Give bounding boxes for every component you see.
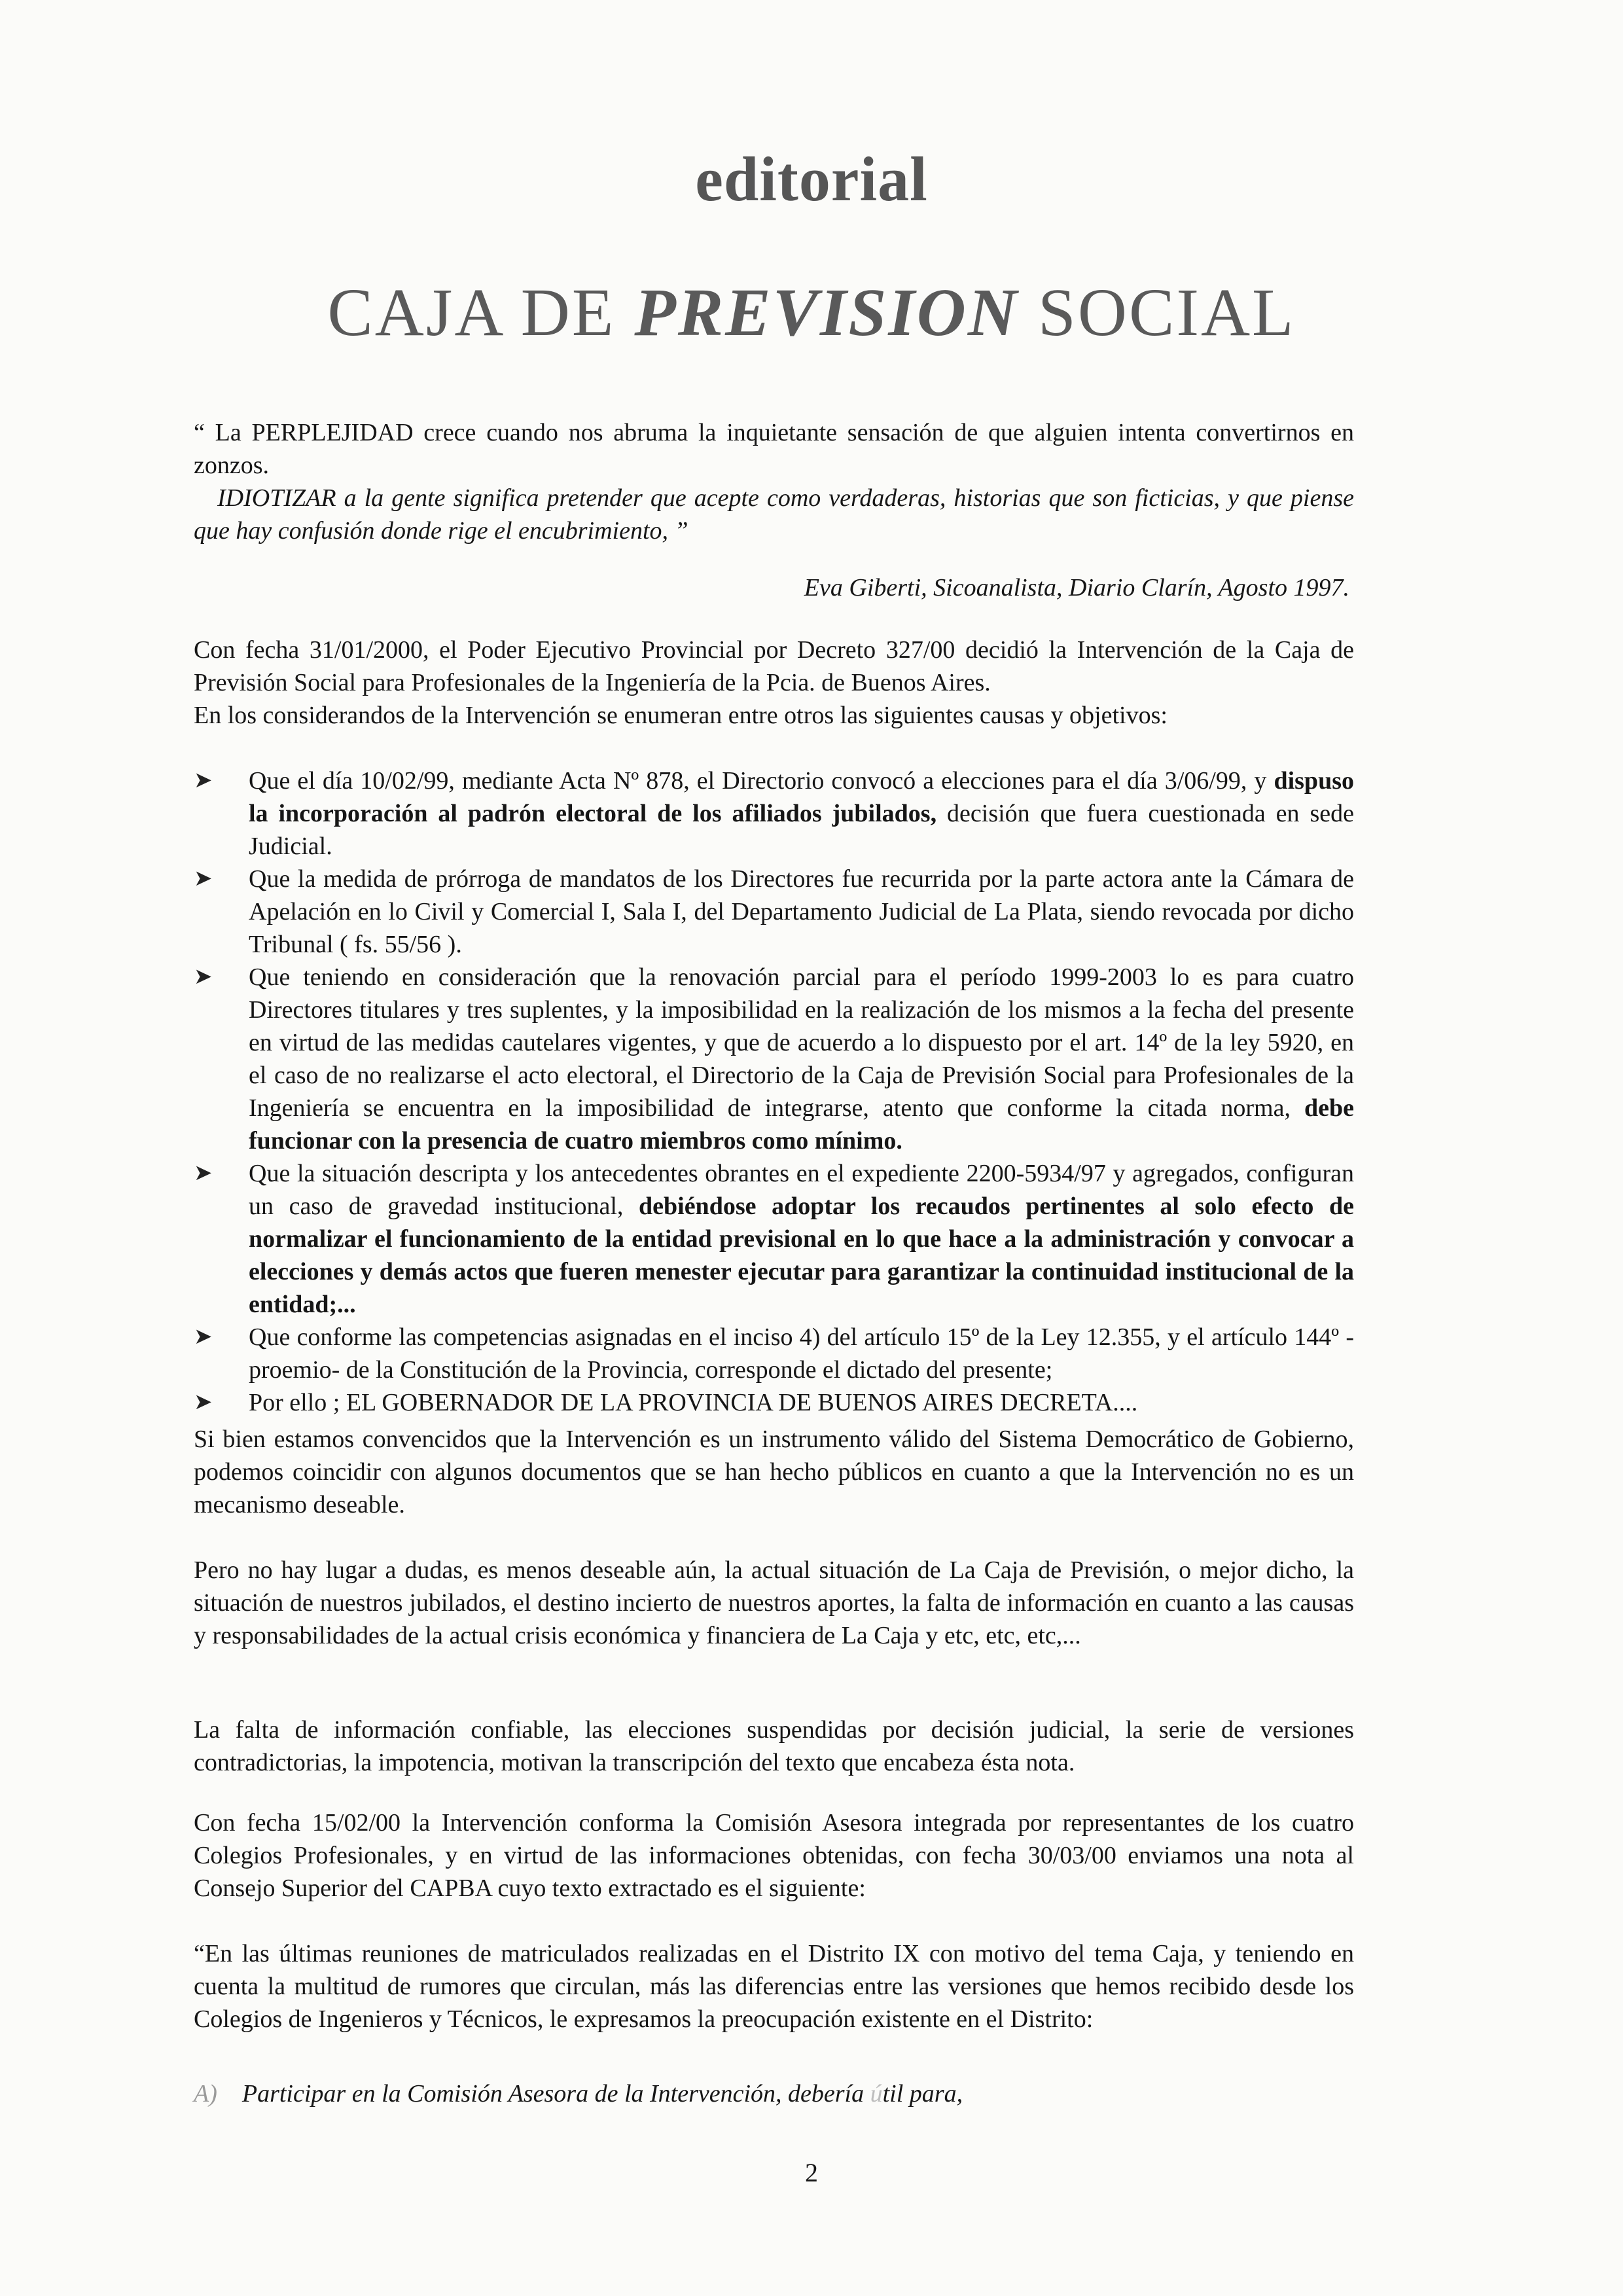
arrow-bullet-icon: ➤ (194, 1161, 213, 1185)
arrow-bullet-icon: ➤ (194, 768, 213, 793)
body-paragraph-1: Si bien estamos convencidos que la Intervención es un instrumento válido del Sistema Democrático de Gobierno, podemos coincidir con algunos documentos que se han hecho públicos en cuanto a que la Intervención no es un mecanismo deseable. (194, 1426, 1354, 1518)
list-item (194, 1321, 1354, 1386)
continued-text-b: til para, (882, 2080, 963, 2108)
item-marker: A) (194, 2080, 217, 2108)
page-title (0, 274, 1623, 351)
smudged-text: ú (864, 2080, 883, 2108)
epigraph-line-1: “ La PERPLEJIDAD crece cuando nos abruma la inquietante sensación de que alguien intenta convertirnos en zonzos. (194, 419, 1354, 479)
arrow-bullet-icon: ➤ (194, 1325, 213, 1349)
continued-text-a: Participar en la Comisión Asesora de la Intervención, debería (241, 2080, 865, 2108)
page-number: 2 (805, 2158, 818, 2187)
title-part-italic: PREVISION (634, 275, 1019, 350)
list-item-text: Que teniendo en consideración que la renovación parcial para el período 1999-2003 lo es para cuatro Directores titulares y tres suplentes, y la imposibilidad en la realización de los mismos a la fecha del presente en virtud de las medidas cautelares vigentes, y que de acuerdo a lo dispuesto por el art. 14º de la ley 5920, en el caso de no realizarse el acto electoral, el Directorio de la Caja de Previsión Social para Profesionales de la Ingeniería se encuentra en la imposibilidad de integrarse, atento que conforme la citada norma, (249, 963, 1354, 1122)
list-item (194, 764, 1354, 863)
list-item-bold-text: debe funcionar con la presencia de cuatro miembros como mínimo. (249, 1094, 1354, 1155)
arrow-bullet-icon: ➤ (194, 965, 213, 989)
list-item (194, 1386, 1354, 1419)
considerandos-list (194, 764, 1354, 1419)
list-item-text: Que la medida de prórroga de mandatos de los Directores fue recurrida por la parte actora ante la Cámara de Apelación en lo Civil y Comercial I, Sala I, del Departamento Judicial de La Plata, siendo revocada por dicho Tribunal ( fs. 55/56 ). (249, 865, 1354, 958)
epigraph-attribution: Eva Giberti, Sicoanalista, Diario Clarín, Agosto 1997. (804, 574, 1349, 601)
list-item-bold-text: debiéndose adoptar los recaudos pertinentes al solo efecto de normalizar el funcionamiento de la entidad previsional en lo que hace a la administración y convocar a elecciones y demás actos que fueren menester ejecutar para garantizar la continuidad institucional de la entidad;... (249, 1193, 1354, 1318)
intro-paragraph (194, 634, 1354, 732)
arrow-bullet-icon: ➤ (194, 1390, 213, 1414)
epigraph-line-2: IDIOTIZAR a la gente significa pretender que acepte como verdaderas, historias que son ficticias, y que piense que hay confusión donde rige el encubrimiento, ” (194, 484, 1354, 545)
epigraph (194, 416, 1354, 547)
intro-line-1: Con fecha 31/01/2000, el Poder Ejecutivo Provincial por Decreto 327/00 decidió la Intervención de la Caja de Previsión Social para Profesionales de la Ingeniería de la Pcia. de Buenos Aires. (194, 636, 1354, 696)
body-paragraph-5: “En las últimas reuniones de matriculados realizadas en el Distrito IX con motivo del tema Caja, y teniendo en cuenta la multitud de rumores que circulan, más las diferencias entre las versiones que hemos recibido desde los Colegios de Ingenieros y Técnicos, le expresamos la preocupación existente en el Distrito: (194, 1940, 1354, 2033)
body-paragraph-3: La falta de información confiable, las elecciones suspendidas por decisión judicial, la serie de versiones contradictorias, la impotencia, motivan la transcripción del texto que encabeza ésta nota. (194, 1716, 1354, 1776)
list-item-text: Que el día 10/02/99, mediante Acta Nº 878, el Directorio convocó a elecciones para el día 3/06/99, y (249, 767, 1274, 795)
list-item (194, 863, 1354, 961)
title-part-1: CAJA DE (327, 275, 635, 350)
list-item (194, 961, 1354, 1157)
list-item-text: decisión que fuera cuestionada en sede Judicial. (249, 800, 1354, 860)
list-item-text: Que conforme las competencias asignadas en el inciso 4) del artículo 15º de la Ley 12.355, y el artículo 144º -proemio- de la Constitución de la Provincia, corresponde el dictado del presente; (249, 1323, 1354, 1384)
title-part-3: SOCIAL (1019, 275, 1296, 350)
arrow-bullet-icon: ➤ (194, 867, 213, 891)
continued-item (194, 2077, 1354, 2110)
list-item-bold-text: dispuso la incorporación al padrón electoral de los afiliados jubilados, (249, 767, 1354, 827)
list-item-text: Que la situación descripta y los antecedentes obrantes en el expediente 2200-5934/97 y agregados, configuran un caso de gravedad institucional, (249, 1160, 1354, 1220)
list-item (194, 1157, 1354, 1321)
section-heading: editorial (695, 144, 928, 214)
body-paragraph-4: Con fecha 15/02/00 la Intervención conforma la Comisión Asesora integrada por representantes de los cuatro Colegios Profesionales, y en virtud de las informaciones obtenidas, con fecha 30/03/00 enviamos una nota al Consejo Superior del CAPBA cuyo texto extractado es el siguiente: (194, 1809, 1354, 1902)
intro-line-2: En los considerandos de la Intervención se enumeran entre otros las siguientes causas y objetivos: (194, 702, 1168, 729)
body-paragraph-2: Pero no hay lugar a dudas, es menos deseable aún, la actual situación de La Caja de Previsión, o mejor dicho, la situación de nuestros jubilados, el destino incierto de nuestros aportes, la falta de información en cuanto a las causas y responsabilidades de la actual crisis económica y financiera de La Caja y etc, etc, etc,... (194, 1556, 1354, 1649)
list-item-text: Por ello ; EL GOBERNADOR DE LA PROVINCIA DE BUENOS AIRES DECRETA.... (249, 1389, 1138, 1416)
